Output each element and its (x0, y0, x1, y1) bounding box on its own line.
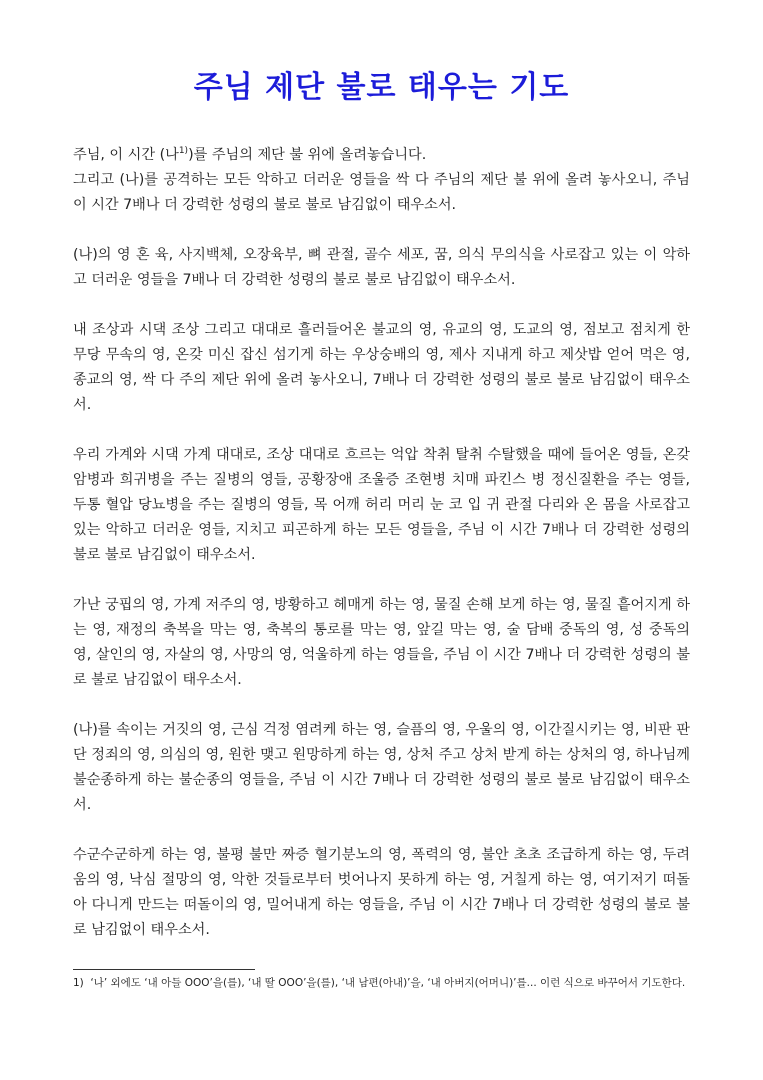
prayer-body (73, 143, 690, 968)
paragraph-3: 내 조상과 시댁 조상 그리고 대대로 흘러들어온 불교의 영, 유교의 영, 도교의 영, 점보고 점치게 한 무당 무속의 영, 온갖 미신 잡신 섬기게 하는 우상숭배의 영, 제사 지내게 하고 제삿밥 얻어 먹은 영, 종교의 영, 싹 다 주의 제단 위에 올려 놓사오니, 7배나 더 강력한 성령의 불로 불로 남김없이 태우소서. (73, 322, 690, 413)
paragraph-6: (나)를 속이는 거짓의 영, 근심 걱정 염려케 하는 영, 슬픔의 영, 우울의 영, 이간질시키는 영, 비판 판단 정죄의 영, 의심의 영, 원한 맺고 원망하게 하는 영, 상처 주고 상처 받게 하는 상처의 영, 하나님께 불순종하게 하는 불순종의 영들을, 주님 이 시간 7배나 더 강력한 성령의 불로 불로 남김없이 태우소서. (73, 722, 690, 813)
paragraph-4: 우리 가계와 시댁 가계 대대로, 조상 대대로 흐르는 억압 착취 탈취 수탈했을 때에 들어온 영들, 온갖 암병과 희귀병을 주는 질병의 영들, 공황장애 조울증 조현병 치매 파킨스 병 정신질환을 주는 영들, 두통 혈압 당뇨병을 주는 질병의 영들, 목 어깨 허리 머리 눈 코 입 귀 관절 다리와 온 몸을 사로잡고 있는 악하고 더러운 영들, 지치고 피곤하게 하는 모든 영들을, 주님 이 시간 7배나 더 강력한 성령의 불로 불로 남김없이 태우소서. (73, 447, 690, 563)
paragraph-1 (73, 143, 690, 218)
paragraph-1-rest: )를 주님의 제단 불 위에 올려놓습니다. 그리고 (나)를 공격하는 모든 악하고 더러운 영들을 싹 다 주님의 제단 불 위에 올려 놓사오니, 주님 이 시간 7배나 더 강력한 성령의 불로 불로 남김없이 태우소서. (73, 147, 690, 213)
page-title: 주님 제단 불로 태우는 기도 (193, 70, 570, 105)
paragraph-5: 가난 궁핍의 영, 가계 저주의 영, 방황하고 헤매게 하는 영, 물질 손해 보게 하는 영, 물질 흩어지게 하는 영, 재정의 축복을 막는 영, 축복의 통로를 막는 영, 앞길 막는 영, 술 담배 중독의 영, 성 중독의 영, 살인의 영, 자살의 영, 사망의 영, 억울하게 하는 영들을, 주님 이 시간 7배나 더 강력한 성령의 불로 불로 남김없이 태우소서. (73, 597, 690, 688)
paragraph-7: 수군수군하게 하는 영, 불평 불만 짜증 혈기분노의 영, 폭력의 영, 불안 초초 조급하게 하는 영, 두려움의 영, 낙심 절망의 영, 악한 것들로부터 벗어나지 못하게 하는 영, 거칠게 하는 영, 여기저기 떠돌아 다니게 만드는 떠돌이의 영, 밀어내게 하는 영들을, 주님 이 시간 7배나 더 강력한 성령의 불로 불로 남김없이 태우소서. (73, 847, 690, 938)
footnote (73, 975, 690, 992)
footnote-divider (73, 969, 255, 970)
paragraph-1-start: 주님, 이 시간 (나 (73, 147, 179, 163)
footnote-text: ‘나’ 외에도 ‘내 아들 OOO’을(를), ‘내 딸 OOO’을(를), ‘내 남편(아내)’을, ‘내 아버지(어머니)’를... 이런 식으로 바꾸어서 기도한다. (90, 977, 686, 989)
footnote-reference[interactable]: 1) (178, 146, 189, 156)
footnote-number: 1) (73, 977, 84, 989)
paragraph-2: (나)의 영 혼 육, 사지백체, 오장육부, 뼈 관절, 골수 세포, 꿈, 의식 무의식을 사로잡고 있는 이 악하고 더러운 영들을 7배나 더 강력한 성령의 불로 불로 남김없이 태우소서. (73, 247, 690, 288)
